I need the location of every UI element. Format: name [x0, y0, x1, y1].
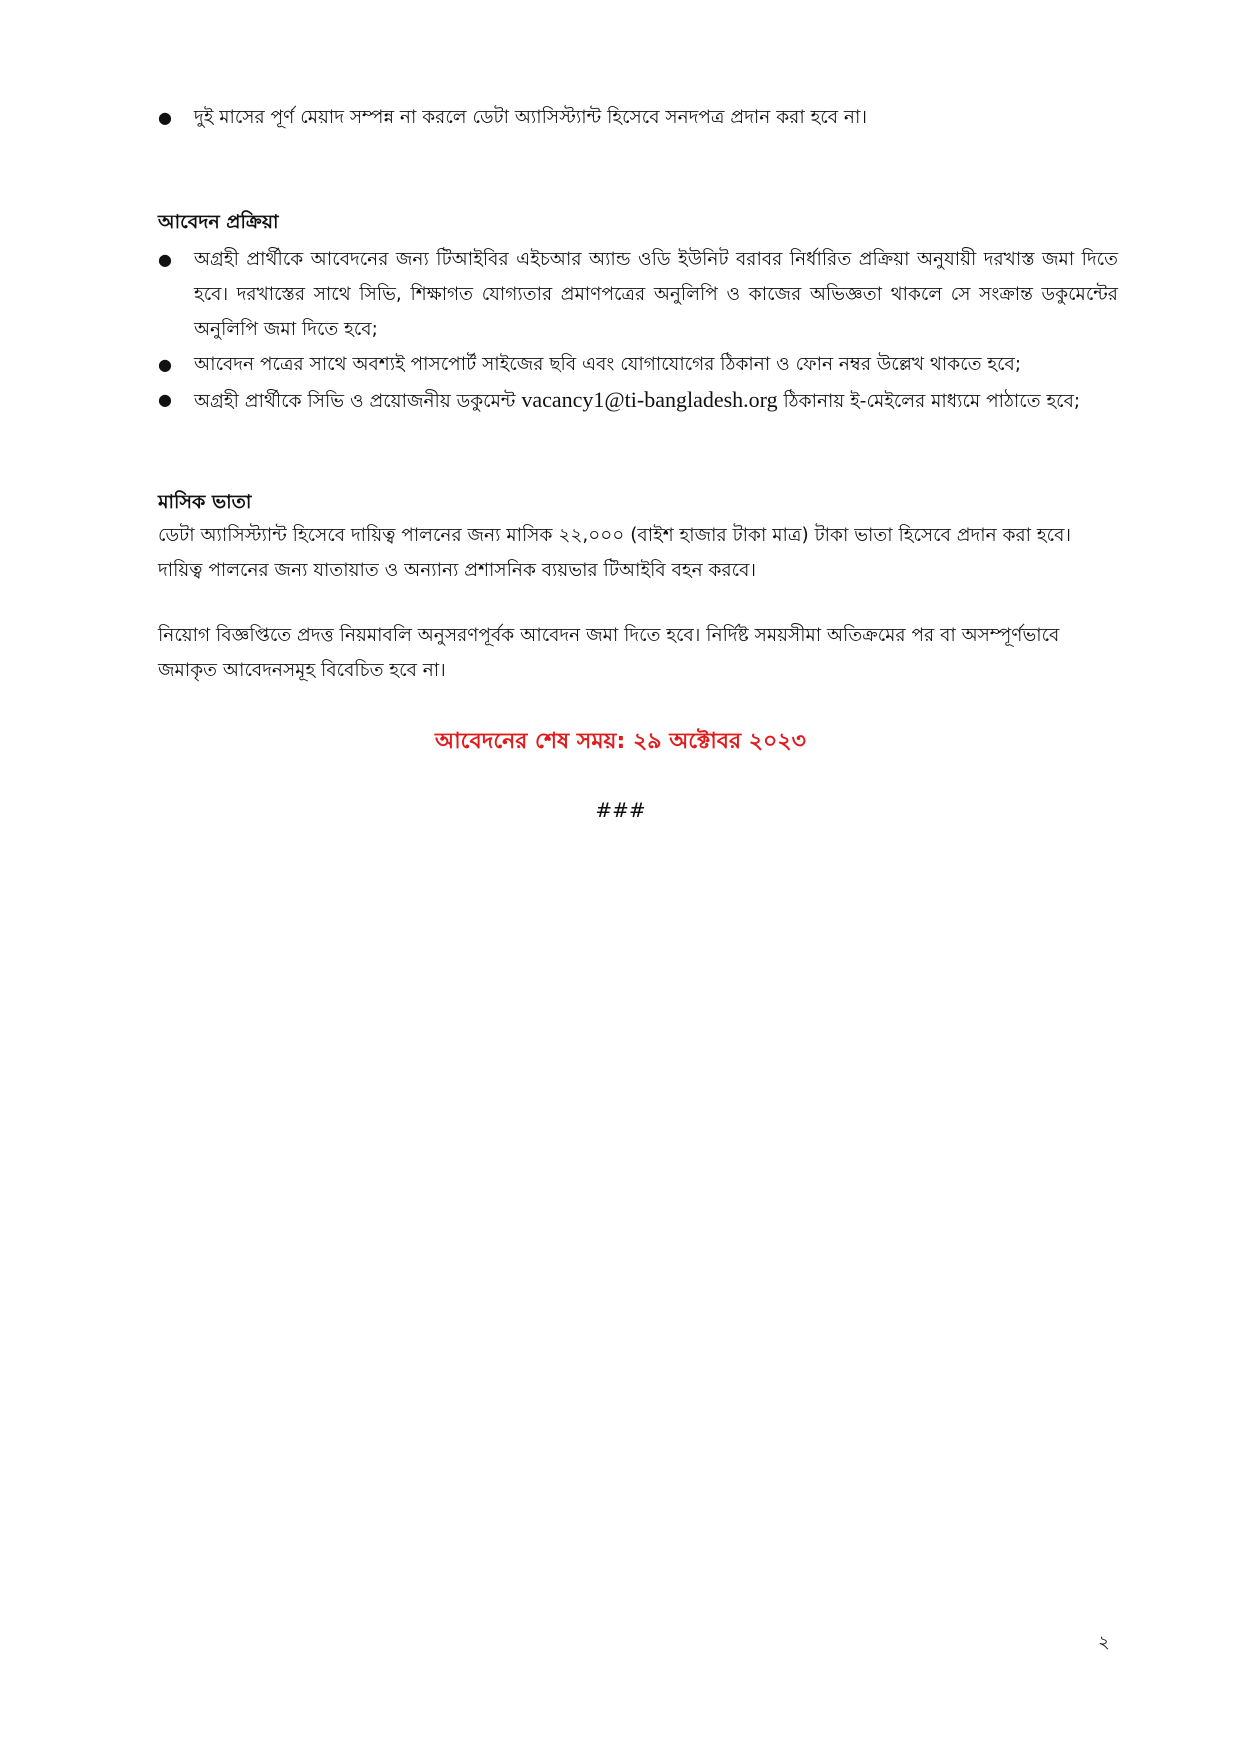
top-bullet-list [158, 100, 1118, 135]
bullet-icon: ● [158, 390, 172, 409]
list-item [158, 100, 1118, 135]
application-process-list-block [158, 242, 1118, 419]
application-process-heading: আবেদন প্রক্রিয়া [158, 211, 279, 233]
top-bullet-block [158, 100, 1118, 135]
notice-paragraph: নিয়োগ বিজ্ঞপ্তিতে প্রদত্ত নিয়মাবলি অনুসরণপূর্বক আবেদন জমা দিতে হবে। নির্দিষ্ট সময়সীমা অতিক্রমের পর বা অসম্পূর্ণভাবে জমাকৃত আবেদনসমূহ বিবেচিত হবে না। [158, 625, 1060, 681]
list-item [158, 382, 1118, 419]
application-process-list [158, 242, 1118, 419]
bullet-icon: ● [158, 108, 172, 127]
list-item-text: আবেদন পত্রের সাথে অবশ্যই পাসপোর্ট সাইজের ছবি এবং যোগাযোগের ঠিকানা ও ফোন নম্বর উল্লেখ থাকতে হবে; [194, 354, 1022, 375]
email-address[interactable]: vacancy1@ti-bangladesh.org [521, 387, 778, 412]
bullet-icon: ● [158, 355, 172, 374]
page-number: ২ [1098, 1632, 1110, 1653]
application-deadline: আবেদনের শেষ সময়: ২৯ অক্টোবর ২০২৩ [435, 729, 806, 754]
bullet-icon: ● [158, 250, 172, 269]
end-marks: ### [595, 798, 646, 822]
list-item-text-after-email: ঠিকানায় ই-মেইলের মাধ্যমে পাঠাতে হবে; [783, 391, 1081, 412]
list-item-text: দুই মাসের পূর্ণ মেয়াদ সম্পন্ন না করলে ডেটা অ্যাসিস্ট্যান্ট হিসেবে সনদপত্র প্রদান করা হবে না। [194, 107, 867, 128]
list-item [158, 347, 1118, 382]
monthly-allowance-heading: মাসিক ভাতা [158, 491, 252, 513]
list-item-text: অগ্রহী প্রার্থীকে আবেদনের জন্য টিআইবির এইচআর অ্যান্ড ওডি ইউনিট বরাবর নির্ধারিত প্রক্রিয়া অনুযায়ী দরখাস্ত জমা দিতে হবে। দরখাস্তের সাথে সিভি, শিক্ষাগত যোগ্যতার প্রমাণপত্রের অনুলিপি ও কাজের অভিজ্ঞতা থাকলে সে সংক্রান্ত ডকুমেন্টের অনুলিপি জমা দিতে হবে; [194, 249, 1118, 340]
list-item [158, 242, 1118, 347]
list-item-text-before-email: অগ্রহী প্রার্থীকে সিভি ও প্রয়োজনীয় ডকুমেন্ট [194, 391, 516, 412]
monthly-allowance-text: ডেটা অ্যাসিস্ট্যান্ট হিসেবে দায়িত্ব পালনের জন্য মাসিক ২২,০০০ (বাইশ হাজার টাকা মাত্র) টাকা ভাতা হিসেবে প্রদান করা হবে। দায়িত্ব পালনের জন্য যাতায়াত ও অন্যান্য প্রশাসনিক ব্যয়ভার টিআইবি বহন করবে। [158, 525, 1071, 581]
